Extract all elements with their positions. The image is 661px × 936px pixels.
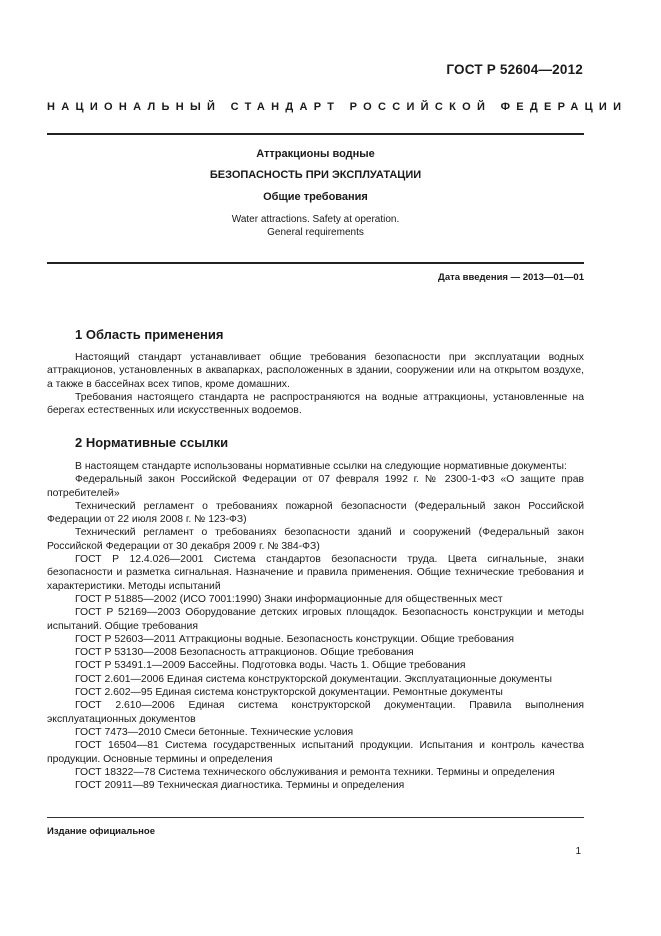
reference-item: ГОСТ Р 53130—2008 Безопасность аттракционов. Общие требования: [75, 647, 414, 659]
paragraph: Требования настоящего стандарта не распространяются на водные аттракционы, установленные на берегах естественных или искусственных водоемов.: [47, 391, 584, 417]
gost-number: ГОСТ Р 52604—2012: [446, 62, 583, 77]
page-number: 1: [575, 846, 581, 857]
reference-item: ГОСТ 2.610—2006 Единая система конструкторской документации. Правила выполнения эксплуатационных документов: [47, 700, 584, 725]
section-1-heading: 1 Область применения: [75, 327, 224, 342]
edition-note: Издание официальное: [47, 826, 155, 837]
title-line-2: БЕЗОПАСНОСТЬ ПРИ ЭКСПЛУАТАЦИИ: [209, 169, 422, 181]
reference-item: ГОСТ Р 52169—2003 Оборудование детских игровых площадок. Безопасность конструкции и методы испытаний. Общие требования: [47, 607, 584, 632]
reference-item: ГОСТ 7473—2010 Смеси бетонные. Технические условия: [75, 726, 354, 738]
header-divider: [47, 133, 584, 135]
reference-item: Технический регламент о требованиях пожарной безопасности (Федеральный закон Российской Федерации от 22 июля 2008 г. № 123-ФЗ): [47, 500, 584, 526]
english-title-line-1: Water attractions. Safety at operation.: [231, 214, 400, 225]
section-1-body: [47, 351, 584, 417]
english-title-line-2: General requirements: [267, 227, 364, 238]
section-2-heading: 2 Нормативные ссылки: [75, 435, 229, 450]
reference-item: ГОСТ Р 51885—2002 (ИСО 7001:1990) Знаки информационные для общественных мест: [75, 593, 503, 605]
reference-item: ГОСТ 16504—81 Система государственных испытаний продукции. Испытания и контроль качества продукции. Основные термины и определения: [47, 740, 584, 765]
reference-item: ГОСТ 20911—89 Техническая диагностика. Термины и определения: [75, 780, 405, 792]
reference-item: ГОСТ Р 53491.1—2009 Бассейны. Подготовка воды. Часть 1. Общие требования: [75, 660, 466, 672]
reference-item: Федеральный закон Российской Федерации от 07 февраля 1992 г. № 2300-1-ФЗ «О защите прав потребителей»: [47, 474, 584, 499]
footer-divider: [47, 817, 584, 818]
national-standard-banner: НАЦИОНАЛЬНЫЙ СТАНДАРТ РОССИЙСКОЙ ФЕДЕРАЦИИ: [47, 101, 628, 113]
reference-item: ГОСТ 2.601—2006 Единая система конструкторской документации. Эксплуатационные документы: [75, 673, 553, 685]
reference-item: ГОСТ 18322—78 Система технического обслуживания и ремонта техники. Термины и определения: [75, 766, 555, 778]
section-2-body: [47, 460, 584, 792]
reference-item: ГОСТ 2.602—95 Единая система конструкторской документации. Ремонтные документы: [75, 687, 503, 699]
paragraph: Настоящий стандарт устанавливает общие требования безопасности при эксплуатации водных аттракционов, установленных в аквапарках, расположенных в здании, сооружении или на открытом воздухе, а также в бассейнах всех типов, кроме домашних.: [47, 352, 584, 390]
title-line-1: Аттракционы водные: [256, 148, 375, 160]
reference-item: ГОСТ Р 52603—2011 Аттракционы водные. Безопасность конструкции. Общие требования: [75, 633, 514, 645]
title-line-3: Общие требования: [263, 191, 368, 203]
title-divider: [47, 262, 584, 264]
intro-date: Дата введения — 2013—01—01: [438, 272, 584, 283]
reference-item: Технический регламент о требованиях безопасности зданий и сооружений (Федеральный закон Российской Федерации от 30 декабря 2009 г. № 384-ФЗ): [47, 527, 584, 552]
paragraph: В настоящем стандарте использованы нормативные ссылки на следующие нормативные документы:: [75, 461, 567, 472]
reference-item: ГОСТ Р 12.4.026—2001 Система стандартов безопасности труда. Цвета сигнальные, знаки безопасности и разметка сигнальная. Назначение и правила применения. Общие технические требования и характеристики. Методы испытаний: [47, 554, 584, 592]
